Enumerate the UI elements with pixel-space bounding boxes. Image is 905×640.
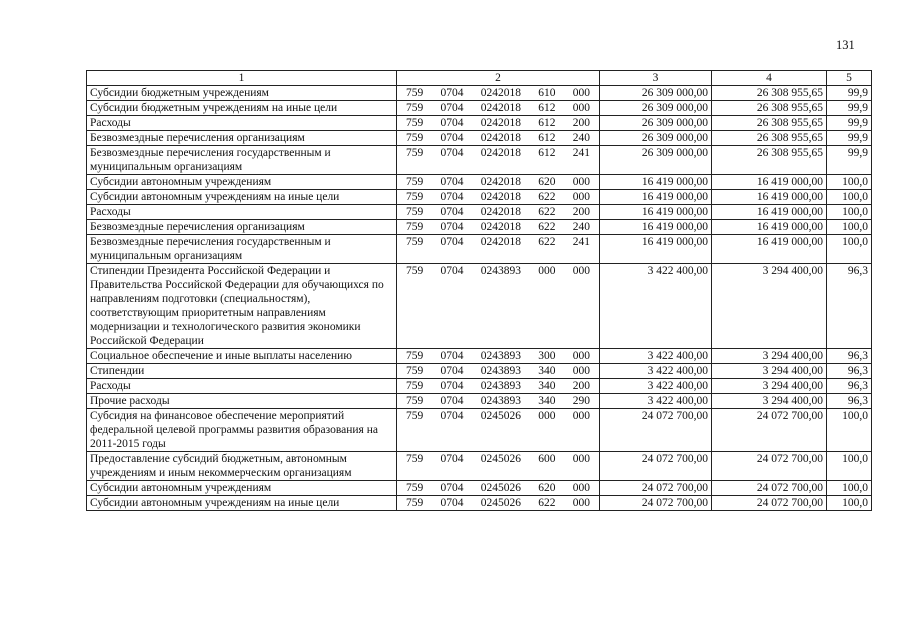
code-section: 0704 xyxy=(440,147,464,159)
table-row xyxy=(87,364,872,379)
budget-table xyxy=(86,70,872,511)
code-kosgu: 240 xyxy=(572,221,590,233)
row-name: Субсидии бюджетным учреждениям на иные цели xyxy=(87,101,397,116)
code-section: 0704 xyxy=(440,265,464,277)
row-executed: 16 419 000,00 xyxy=(712,220,827,235)
code-section: 0704 xyxy=(440,117,464,129)
table-row xyxy=(87,379,872,394)
code-target: 0243893 xyxy=(480,380,521,392)
row-name: Безвозмездные перечисления государственным и муниципальным организациям xyxy=(87,235,397,264)
code-target: 0242018 xyxy=(480,132,521,144)
code-admin: 759 xyxy=(406,132,424,144)
code-target: 0242018 xyxy=(480,147,521,159)
code-type: 000 xyxy=(538,410,556,422)
code-kosgu: 000 xyxy=(572,497,590,509)
code-type: 340 xyxy=(538,380,556,392)
table-row xyxy=(87,86,872,101)
code-kosgu: 240 xyxy=(572,132,590,144)
row-planned: 26 309 000,00 xyxy=(600,116,712,131)
code-admin: 759 xyxy=(406,410,424,422)
row-name: Субсидия на финансовое обеспечение мероприятий федеральной целевой программы развития образования на 2011-2015 годы xyxy=(87,409,397,452)
table-row xyxy=(87,220,872,235)
table-row xyxy=(87,349,872,364)
row-percent: 99,9 xyxy=(827,146,872,175)
row-percent: 100,0 xyxy=(827,409,872,452)
table-row xyxy=(87,496,872,511)
table-row xyxy=(87,264,872,349)
code-target: 0245026 xyxy=(480,410,521,422)
code-target: 0243893 xyxy=(480,350,521,362)
row-codes xyxy=(397,481,600,496)
row-executed: 16 419 000,00 xyxy=(712,205,827,220)
code-type: 600 xyxy=(538,453,556,465)
code-admin: 759 xyxy=(406,395,424,407)
code-kosgu: 000 xyxy=(572,365,590,377)
row-planned: 26 309 000,00 xyxy=(600,101,712,116)
code-type: 622 xyxy=(538,236,556,248)
header-row xyxy=(87,71,872,86)
code-section: 0704 xyxy=(440,482,464,494)
header-col-1: 1 xyxy=(87,71,397,86)
row-executed: 3 294 400,00 xyxy=(712,349,827,364)
row-planned: 24 072 700,00 xyxy=(600,409,712,452)
row-percent: 100,0 xyxy=(827,175,872,190)
code-type: 622 xyxy=(538,206,556,218)
header-col-4: 4 xyxy=(712,71,827,86)
row-executed: 26 308 955,65 xyxy=(712,146,827,175)
row-executed: 16 419 000,00 xyxy=(712,190,827,205)
row-name: Субсидии автономным учреждениям на иные цели xyxy=(87,190,397,205)
row-codes xyxy=(397,379,600,394)
code-admin: 759 xyxy=(406,365,424,377)
code-type: 620 xyxy=(538,482,556,494)
row-percent: 99,9 xyxy=(827,86,872,101)
row-executed: 3 294 400,00 xyxy=(712,379,827,394)
code-section: 0704 xyxy=(440,206,464,218)
row-name: Субсидии автономным учреждениям xyxy=(87,175,397,190)
code-type: 612 xyxy=(538,117,556,129)
row-planned: 24 072 700,00 xyxy=(600,481,712,496)
code-kosgu: 200 xyxy=(572,380,590,392)
code-section: 0704 xyxy=(440,497,464,509)
row-codes xyxy=(397,409,600,452)
row-executed: 26 308 955,65 xyxy=(712,131,827,146)
row-name: Расходы xyxy=(87,205,397,220)
code-group xyxy=(400,409,596,423)
row-name: Социальное обеспечение и иные выплаты населению xyxy=(87,349,397,364)
code-section: 0704 xyxy=(440,236,464,248)
row-executed: 3 294 400,00 xyxy=(712,394,827,409)
code-section: 0704 xyxy=(440,221,464,233)
code-group xyxy=(400,379,596,393)
code-admin: 759 xyxy=(406,191,424,203)
code-group xyxy=(400,364,596,378)
code-admin: 759 xyxy=(406,482,424,494)
code-group xyxy=(400,496,596,510)
row-codes xyxy=(397,101,600,116)
row-executed: 3 294 400,00 xyxy=(712,364,827,379)
row-planned: 16 419 000,00 xyxy=(600,190,712,205)
row-planned: 16 419 000,00 xyxy=(600,205,712,220)
code-group xyxy=(400,146,596,160)
header-col-3: 3 xyxy=(600,71,712,86)
code-type: 000 xyxy=(538,265,556,277)
code-target: 0242018 xyxy=(480,117,521,129)
code-group xyxy=(400,101,596,115)
code-group xyxy=(400,264,596,278)
code-section: 0704 xyxy=(440,410,464,422)
row-planned: 24 072 700,00 xyxy=(600,452,712,481)
row-percent: 100,0 xyxy=(827,190,872,205)
code-group xyxy=(400,235,596,249)
code-target: 0243893 xyxy=(480,365,521,377)
code-group xyxy=(400,116,596,130)
row-codes xyxy=(397,175,600,190)
row-executed: 26 308 955,65 xyxy=(712,86,827,101)
row-planned: 24 072 700,00 xyxy=(600,496,712,511)
code-group xyxy=(400,190,596,204)
row-planned: 26 309 000,00 xyxy=(600,131,712,146)
code-section: 0704 xyxy=(440,395,464,407)
row-executed: 24 072 700,00 xyxy=(712,481,827,496)
code-type: 622 xyxy=(538,191,556,203)
code-kosgu: 241 xyxy=(572,236,590,248)
row-name: Прочие расходы xyxy=(87,394,397,409)
row-name: Безвозмездные перечисления организациям xyxy=(87,131,397,146)
code-kosgu: 000 xyxy=(572,410,590,422)
code-admin: 759 xyxy=(406,206,424,218)
code-kosgu: 000 xyxy=(572,350,590,362)
row-planned: 3 422 400,00 xyxy=(600,364,712,379)
row-name: Субсидии автономным учреждениям на иные цели xyxy=(87,496,397,511)
code-kosgu: 000 xyxy=(572,265,590,277)
row-name: Субсидии автономным учреждениям xyxy=(87,481,397,496)
row-name: Расходы xyxy=(87,116,397,131)
code-group xyxy=(400,86,596,100)
code-admin: 759 xyxy=(406,236,424,248)
code-target: 0242018 xyxy=(480,206,521,218)
row-codes xyxy=(397,496,600,511)
row-codes xyxy=(397,146,600,175)
row-percent: 100,0 xyxy=(827,220,872,235)
code-kosgu: 200 xyxy=(572,206,590,218)
row-executed: 24 072 700,00 xyxy=(712,496,827,511)
code-type: 340 xyxy=(538,395,556,407)
code-kosgu: 000 xyxy=(572,176,590,188)
row-percent: 100,0 xyxy=(827,235,872,264)
row-codes xyxy=(397,86,600,101)
code-target: 0242018 xyxy=(480,176,521,188)
code-group xyxy=(400,481,596,495)
code-target: 0243893 xyxy=(480,395,521,407)
row-percent: 96,3 xyxy=(827,364,872,379)
row-executed: 3 294 400,00 xyxy=(712,264,827,349)
code-admin: 759 xyxy=(406,176,424,188)
row-percent: 100,0 xyxy=(827,496,872,511)
code-group xyxy=(400,131,596,145)
code-type: 340 xyxy=(538,365,556,377)
code-type: 612 xyxy=(538,132,556,144)
row-percent: 96,3 xyxy=(827,394,872,409)
code-type: 622 xyxy=(538,497,556,509)
row-name: Субсидии бюджетным учреждениям xyxy=(87,86,397,101)
code-group xyxy=(400,220,596,234)
code-admin: 759 xyxy=(406,350,424,362)
code-kosgu: 000 xyxy=(572,482,590,494)
code-kosgu: 000 xyxy=(572,453,590,465)
code-section: 0704 xyxy=(440,191,464,203)
code-target: 0242018 xyxy=(480,102,521,114)
code-target: 0242018 xyxy=(480,236,521,248)
code-group xyxy=(400,452,596,466)
header-col-2: 2 xyxy=(397,71,600,86)
page-number: 131 xyxy=(836,38,855,52)
row-executed: 16 419 000,00 xyxy=(712,235,827,264)
code-type: 622 xyxy=(538,221,556,233)
code-group xyxy=(400,175,596,189)
code-target: 0242018 xyxy=(480,221,521,233)
row-name: Безвозмездные перечисления организациям xyxy=(87,220,397,235)
code-section: 0704 xyxy=(440,132,464,144)
code-section: 0704 xyxy=(440,365,464,377)
row-executed: 16 419 000,00 xyxy=(712,175,827,190)
code-target: 0245026 xyxy=(480,497,521,509)
table-row xyxy=(87,394,872,409)
code-kosgu: 241 xyxy=(572,147,590,159)
row-executed: 24 072 700,00 xyxy=(712,452,827,481)
row-name: Безвозмездные перечисления государственным и муниципальным организациям xyxy=(87,146,397,175)
row-percent: 96,3 xyxy=(827,379,872,394)
code-section: 0704 xyxy=(440,453,464,465)
row-percent: 99,9 xyxy=(827,131,872,146)
code-type: 612 xyxy=(538,147,556,159)
table-row xyxy=(87,175,872,190)
code-section: 0704 xyxy=(440,176,464,188)
row-codes xyxy=(397,116,600,131)
code-kosgu: 290 xyxy=(572,395,590,407)
code-admin: 759 xyxy=(406,265,424,277)
table-row xyxy=(87,190,872,205)
row-planned: 26 309 000,00 xyxy=(600,86,712,101)
row-planned: 3 422 400,00 xyxy=(600,379,712,394)
row-planned: 3 422 400,00 xyxy=(600,394,712,409)
row-planned: 16 419 000,00 xyxy=(600,220,712,235)
code-kosgu: 000 xyxy=(572,87,590,99)
row-percent: 96,3 xyxy=(827,264,872,349)
table-row xyxy=(87,452,872,481)
row-planned: 26 309 000,00 xyxy=(600,146,712,175)
row-percent: 100,0 xyxy=(827,452,872,481)
row-codes xyxy=(397,364,600,379)
code-type: 620 xyxy=(538,176,556,188)
code-target: 0243893 xyxy=(480,265,521,277)
code-target: 0245026 xyxy=(480,482,521,494)
code-group xyxy=(400,394,596,408)
code-target: 0245026 xyxy=(480,453,521,465)
code-section: 0704 xyxy=(440,87,464,99)
row-name: Предоставление субсидий бюджетным, автономным учреждениям и иным некоммерческим организациям xyxy=(87,452,397,481)
row-codes xyxy=(397,264,600,349)
row-planned: 3 422 400,00 xyxy=(600,349,712,364)
code-admin: 759 xyxy=(406,102,424,114)
code-target: 0242018 xyxy=(480,87,521,99)
row-executed: 26 308 955,65 xyxy=(712,116,827,131)
table-row xyxy=(87,116,872,131)
table-row xyxy=(87,481,872,496)
code-section: 0704 xyxy=(440,380,464,392)
row-percent: 99,9 xyxy=(827,101,872,116)
row-planned: 16 419 000,00 xyxy=(600,235,712,264)
row-codes xyxy=(397,452,600,481)
code-admin: 759 xyxy=(406,117,424,129)
code-admin: 759 xyxy=(406,221,424,233)
row-codes xyxy=(397,349,600,364)
code-type: 612 xyxy=(538,102,556,114)
row-name: Стипендии xyxy=(87,364,397,379)
code-admin: 759 xyxy=(406,147,424,159)
row-percent: 100,0 xyxy=(827,205,872,220)
row-executed: 26 308 955,65 xyxy=(712,101,827,116)
row-codes xyxy=(397,205,600,220)
table-row xyxy=(87,101,872,116)
row-planned: 16 419 000,00 xyxy=(600,175,712,190)
table-row xyxy=(87,146,872,175)
code-group xyxy=(400,205,596,219)
row-executed: 24 072 700,00 xyxy=(712,409,827,452)
table-row xyxy=(87,235,872,264)
row-codes xyxy=(397,394,600,409)
row-codes xyxy=(397,235,600,264)
code-admin: 759 xyxy=(406,453,424,465)
code-admin: 759 xyxy=(406,87,424,99)
table-row xyxy=(87,409,872,452)
row-percent: 99,9 xyxy=(827,116,872,131)
code-kosgu: 200 xyxy=(572,117,590,129)
table-row xyxy=(87,131,872,146)
code-section: 0704 xyxy=(440,350,464,362)
code-kosgu: 000 xyxy=(572,102,590,114)
header-col-5: 5 xyxy=(827,71,872,86)
row-percent: 100,0 xyxy=(827,481,872,496)
table-row xyxy=(87,205,872,220)
row-name: Расходы xyxy=(87,379,397,394)
row-name: Стипендии Президента Российской Федерации и Правительства Российской Федерации для обучающихся по направлениям подготовки (специальностям), соответствующим приоритетным направлениям модернизации и технологического развития экономики Российской Федерации xyxy=(87,264,397,349)
row-codes xyxy=(397,190,600,205)
row-codes xyxy=(397,131,600,146)
code-type: 300 xyxy=(538,350,556,362)
code-kosgu: 000 xyxy=(572,191,590,203)
row-codes xyxy=(397,220,600,235)
row-planned: 3 422 400,00 xyxy=(600,264,712,349)
code-admin: 759 xyxy=(406,380,424,392)
code-type: 610 xyxy=(538,87,556,99)
code-target: 0242018 xyxy=(480,191,521,203)
row-percent: 96,3 xyxy=(827,349,872,364)
code-group xyxy=(400,349,596,363)
code-admin: 759 xyxy=(406,497,424,509)
code-section: 0704 xyxy=(440,102,464,114)
